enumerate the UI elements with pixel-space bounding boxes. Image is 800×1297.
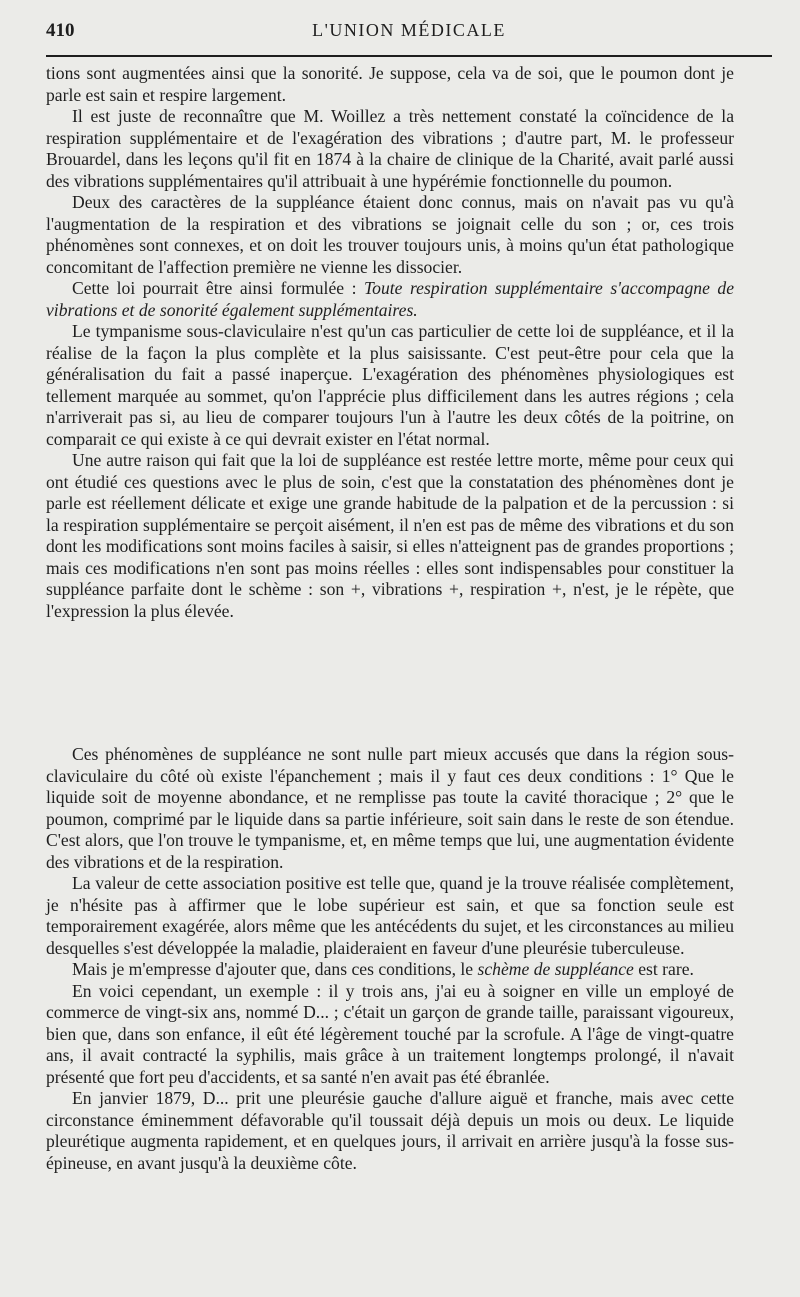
page-number: 410 <box>46 20 75 41</box>
paragraph: Ces phénomènes de suppléance ne sont nulle part mieux accusés que dans la région sous-claviculaire du côté où existe l'épanchement ; mais il y faut ces deux conditions : 1° Que le liquide soit de moyenne abondance, et ne remplisse pas toute la cavité thoracique ; 2° que le poumon, comprimé par le liquide dans sa partie inférieure, soit sain dans le reste de son étendue. C'est alors, que l'on trouve le tympanisme, et, en même temps que lui, une augmentation évidente des vibrations et de la respiration. <box>46 744 734 872</box>
paragraph: La valeur de cette association positive est telle que, quand je la trouve réalisée complètement, je n'hésite pas à affirmer que le lobe supérieur est sain, et que sa fonction seule est temporairement exagérée, alors même que les antécédents du sujet, et les circonstances au milieu desquelles s'est développée la maladie, plaideraient en faveur d'une pleurésie tuberculeuse. <box>46 873 734 958</box>
paragraph-law <box>46 278 734 321</box>
paragraph: Deux des caractères de la suppléance étaient donc connus, mais on n'avait pas vu qu'à l'augmentation de la respiration et des vibrations se joignait celle du son ; or, ces trois phénomènes sont connexes, et on doit les trouver toujours unis, à moins qu'un état pathologique concomitant de l'affection première ne vienne les dissocier. <box>46 192 734 277</box>
scheme-intro: Mais je m'empresse d'ajouter que, dans ces conditions, le <box>72 959 478 979</box>
law-statement: Toute respiration supplémentaire s'accompagne de vibrations et de sonorité également supplémentaires. <box>46 278 734 320</box>
paragraph-scheme <box>46 959 734 981</box>
paragraph: Le tympanisme sous-claviculaire n'est qu'un cas particulier de cette loi de suppléance, et il la réalise de la façon la plus complète et la plus saisissante. C'est peut-être pour cela que la généralisation du fait a passé inaperçue. L'exagération des phénomènes physiologiques est tellement marquée au sommet, qu'on l'apprécie plus difficilement dans les autres régions ; cela n'arriverait pas si, au lieu de comparer toujours l'un à l'autre les deux côtés de la poitrine, on comparait ce qui existe à ce qui devrait exister en l'état normal. <box>46 321 734 449</box>
paragraph: En janvier 1879, D... prit une pleurésie gauche d'allure aiguë et franche, mais avec cette circonstance éminemment défavorable qu'il toussait déjà depuis un mois ou deux. Le liquide pleurétique augmenta rapidement, et en quelques jours, il arrivait en arrière jusqu'à la fosse sus-épineuse, en avant jusqu'à la deuxième côte. <box>46 1088 734 1173</box>
scheme-term: schème de suppléance <box>477 959 634 979</box>
law-intro: Cette loi pourrait être ainsi formulée : <box>72 278 364 298</box>
text-section-b <box>46 744 734 1174</box>
text-section-a <box>46 63 734 622</box>
paragraph: Il est juste de reconnaître que M. Woillez a très nettement constaté la coïncidence de la respiration supplémentaire et de l'exagération des vibrations ; d'autre part, M. le professeur Brouardel, dans les leçons qu'il fit en 1874 à la chaire de clinique de la Charité, avait parlé aussi des vibrations supplémentaires qu'il attribuait à une hypérémie fonctionnelle du poumon. <box>46 106 734 191</box>
paragraph: Une autre raison qui fait que la loi de suppléance est restée lettre morte, même pour ceux qui ont étudié ces questions avec le plus de soin, c'est que la constatation des phénomènes dont je parle est réellement délicate et exige une grande habitude de la palpation et de la percussion : si la respiration supplémentaire se perçoit aisément, il n'en est pas de même des vibrations et du son dont les modifications sont moins faciles à saisir, si elles n'atteignent pas de grandes proportions ; mais ces modifications n'en sont pas moins réelles : elles sont indispensables pour constituer la suppléance parfaite dont le schème : son +, vibrations +, respiration +, n'est, je le répète, que l'expression la plus élevée. <box>46 450 734 621</box>
paragraph: En voici cependant, un exemple : il y trois ans, j'ai eu à soigner en ville un employé de commerce de vingt-six ans, nommé D... ; c'était un garçon de grande taille, paraissant vigoureux, bien que, dans son enfance, il eût été légèrement touché par la scrofule. A l'âge de vingt-quatre ans, il avait contracté la syphilis, mais grâce à un traitement longtemps prolongé, il n'avait présenté que fort peu d'accidents, et sa santé n'en avait pas été ébranlée. <box>46 980 734 1087</box>
paragraph: tions sont augmentées ainsi que la sonorité. Je suppose, cela va de soi, que le poumon dont je parle est sain et respire largement. <box>46 63 734 105</box>
scheme-end: est rare. <box>633 959 694 979</box>
header-rule <box>46 55 772 57</box>
running-title: L'UNION MÉDICALE <box>312 20 506 40</box>
page-header <box>46 20 772 44</box>
